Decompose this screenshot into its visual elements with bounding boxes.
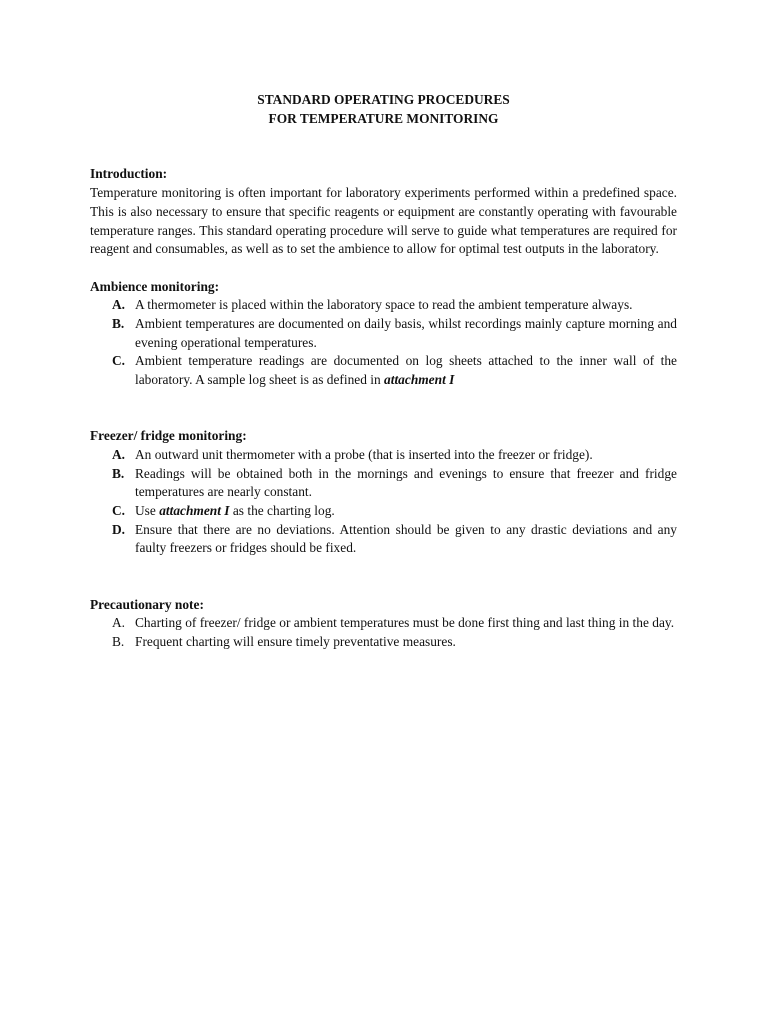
list-marker: C. [112,503,126,519]
list-item-text: Frequent charting will ensure timely preventative measures. [135,633,456,649]
ambience-list [90,296,677,390]
ambience-item-a [90,296,677,315]
list-item-text: A thermometer is placed within the laboratory space to read the ambient temperature always. [135,297,633,313]
list-item-text: Ambient temperature readings are documented on log sheets attached to the inner wall of the laboratory. A sample log sheet is as defined in [135,353,677,388]
list-marker: C. [112,353,126,369]
introduction-section [90,165,677,259]
freezer-item-d [90,521,677,558]
precaution-list [90,614,677,651]
attachment-reference: attachment I [384,372,455,388]
list-item-text: Charting of freezer/ fridge or ambient temperatures must be done first thing and last thing in the day. [135,615,675,631]
precaution-item-b [90,633,677,652]
list-marker: B. [112,633,125,649]
list-marker: B. [112,316,125,332]
freezer-item-c [90,502,677,521]
document-title [90,91,677,128]
freezer-section [90,427,677,558]
list-marker: D. [112,521,126,537]
ambience-item-b [90,315,677,352]
list-item-text: Ensure that there are no deviations. Attention should be given to any drastic deviations and any faulty freezers or fridges should be fixed. [135,521,677,556]
document-body [90,91,677,652]
list-marker: A. [112,297,126,313]
list-marker: A. [112,446,126,462]
ambience-item-c [90,352,677,389]
title-line-2: FOR TEMPERATURE MONITORING [268,110,499,126]
list-marker: A. [112,615,126,631]
introduction-heading: Introduction: [90,166,168,182]
freezer-item-b [90,465,677,502]
ambience-section [90,278,677,390]
precaution-heading: Precautionary note: [90,596,204,612]
list-item-text: Ambient temperatures are documented on daily basis, whilst recordings mainly capture morning and evening operational temperatures. [135,316,677,350]
freezer-list [90,446,677,558]
attachment-reference: attachment I [159,503,230,519]
list-item-text-end: as the charting log. [229,503,335,519]
freezer-heading: Freezer/ fridge monitoring: [90,428,247,444]
ambience-heading: Ambience monitoring: [90,278,220,294]
list-item-text: An outward unit thermometer with a probe (that is inserted into the freezer or fridge). [135,446,593,462]
precaution-item-a [90,614,677,633]
list-item-text: Use [135,503,160,519]
introduction-text: Temperature monitoring is often important for laboratory experiments performed within a predefined space. This is also necessary to ensure that specific reagents or equipment are constantly operating with favourable temperature ranges. This standard operating procedure will serve to guide what temperatures are required for reagent and consumables, as well as to set the ambience to allow for optimal test outputs in the laboratory. [90,185,677,257]
precaution-section [90,596,677,652]
title-line-1: STANDARD OPERATING PROCEDURES [257,92,510,107]
list-marker: B. [112,465,125,481]
freezer-item-a [90,446,677,465]
list-item-text: Readings will be obtained both in the mornings and evenings to ensure that freezer and fridge temperatures are nearly constant. [135,465,677,500]
